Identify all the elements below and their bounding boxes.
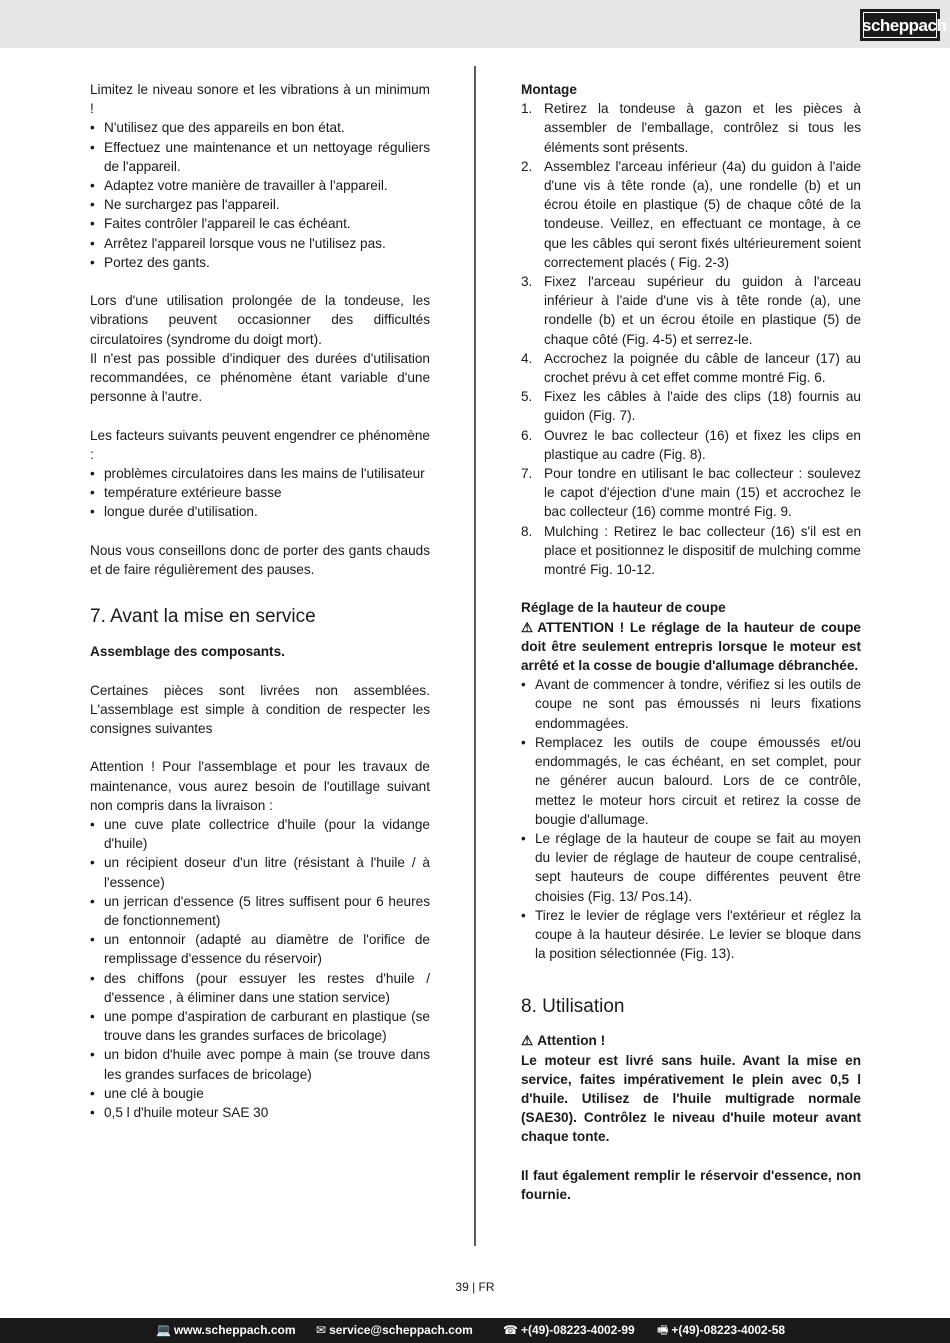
footer-band <box>0 1318 950 1343</box>
list-item: • problèmes circulatoires dans les mains de l'utilisateur <box>90 464 430 483</box>
list-item: • une clé à bougie <box>90 1084 430 1103</box>
footer-phone: ☎ +(49)-08223-4002-99 <box>503 1323 635 1337</box>
intro-list <box>90 118 430 272</box>
list-item: 3. Fixez l'arceau supérieur du guidon à l'arceau inférieur à l'aide d'une vis à tête ronde (a), une rondelle (b) et un écrou étoile en plastique (5) de chaque côté (Fig. 4-5) et serrez-le. <box>521 274 861 347</box>
factors-intro: Les facteurs suivants peuvent engendrer ce phénomène : <box>90 427 430 462</box>
list-item: • Adaptez votre manière de travailler à l'appareil. <box>90 176 430 195</box>
fuel-instructions: Il faut également remplir le réservoir d'essence, non fournie. <box>521 1167 861 1202</box>
list-item: • Arrêtez l'appareil lorsque vous ne l'utilisez pas. <box>90 234 430 253</box>
cut-height-heading: Réglage de la hauteur de coupe <box>521 600 726 616</box>
warning-icon: ⚠ <box>521 1033 534 1049</box>
list-item: • Portez des gants. <box>90 253 430 272</box>
advice-paragraph: Nous vous conseillons donc de porter des gants chauds et de faire régulièrement des pauses. <box>90 542 430 578</box>
footer-website[interactable]: 💻 www.scheppach.com <box>156 1323 296 1337</box>
oil-instructions: Le moteur est livré sans huile. Avant la mise en service, faites impérativement le plein avec 0,5 l d'huile. Utilisez de l'huile multigrade normale (SAE30). Contrôlez le niveau d'huile moteur avant chaque tonte. <box>521 1052 861 1145</box>
page-number: 39 | FR <box>455 1280 495 1294</box>
list-item: • Le réglage de la hauteur de coupe se fait au moyen du levier de réglage de hauteur de coupe centralisé, sept hauteurs de coupe différentes peuvent être choisies (Fig. 13/ Pos.14). <box>521 829 861 906</box>
footer-email[interactable]: ✉ service@scheppach.com <box>316 1323 473 1337</box>
fax-icon: 🖷 <box>657 1323 669 1337</box>
left-column <box>90 80 430 1122</box>
warning-icon: ⚠ <box>521 619 534 635</box>
list-item: • un bidon d'huile avec pompe à main (se trouve dans les grandes surfaces de bricolage) <box>90 1045 430 1083</box>
assembly-paragraph: Certaines pièces sont livrées non assemblées. L'assemblage est simple à condition de respecter les consignes suivantes <box>90 682 430 737</box>
cut-height-warning: ⚠ ATTENTION ! Le réglage de la hauteur de coupe doit être seulement entrepris lorsque le moteur est arrêté et la cosse de bougie d'allumage débranchée. <box>521 619 861 674</box>
brand-logo: scheppach <box>860 9 940 41</box>
list-item: • un entonnoir (adapté au diamètre de l'orifice de remplissage d'essence du réservoir) <box>90 930 430 968</box>
attention-heading: ⚠ Attention ! <box>521 1031 861 1050</box>
list-item: • Faites contrôler l'appareil le cas échéant. <box>90 214 430 233</box>
list-item: • une pompe d'aspiration de carburant en plastique (se trouve dans les grandes surfaces de bricolage) <box>90 1007 430 1045</box>
list-item: 1. Retirez la tondeuse à gazon et les pièces à assembler de l'emballage, contrôlez si tous les éléments sont présents. <box>521 101 861 155</box>
section-8-heading: 8. Utilisation <box>521 996 625 1018</box>
computer-icon: 💻 <box>156 1323 171 1337</box>
section-7-heading: 7. Avant la mise en service <box>90 606 316 628</box>
list-item: 4. Accrochez la poignée du câble de lanceur (17) au crochet prévu à cet effet comme montré Fig. 6. <box>521 350 861 386</box>
list-item: • un jerrican d'essence (5 litres suffisent pour 6 heures de fonctionnement) <box>90 892 430 930</box>
tools-list <box>90 815 430 1122</box>
right-column <box>521 80 861 1204</box>
header-band <box>0 0 950 48</box>
footer-fax: 🖷 +(49)-08223-4002-58 <box>657 1323 786 1337</box>
assembly-heading: Assemblage des composants. <box>90 644 285 660</box>
phone-icon: ☎ <box>503 1323 518 1337</box>
intro-text: Limitez le niveau sonore et les vibrations à un minimum ! <box>90 82 430 117</box>
list-item: • un récipient doseur d'un litre (résistant à l'huile / à l'essence) <box>90 853 430 891</box>
list-item: 8. Mulching : Retirez le bac collecteur (16) s'il est en place et positionnez le dispositif de mulching comme montré Fig. 10-12. <box>521 523 861 578</box>
list-item: • une cuve plate collectrice d'huile (pour la vidange d'huile) <box>90 815 430 853</box>
list-item: • Ne surchargez pas l'appareil. <box>90 195 430 214</box>
list-item: • des chiffons (pour essuyer les restes d'huile / d'essence , à éliminer dans une station service) <box>90 969 430 1007</box>
vibration-paragraph: Lors d'une utilisation prolongée de la tondeuse, les vibrations peuvent occasionner des difficultés circulatoires (syndrome du doigt mort). <box>90 293 430 347</box>
column-divider <box>474 66 476 1246</box>
list-item: • Remplacez les outils de coupe émoussés et/ou endommagés, le cas échéant, en set complet, pour ne générer aucun balourd. Lors de ce contrôle, mettez le moteur hors circuit et retirez la cosse de bougie d'allumage. <box>521 733 861 829</box>
list-item: • N'utilisez que des appareils en bon état. <box>90 118 430 137</box>
factors-list <box>90 464 430 522</box>
list-item: • longue durée d'utilisation. <box>90 502 430 521</box>
list-item: 2. Assemblez l'arceau inférieur (4a) du guidon à l'aide d'une vis à tête ronde (a), une rondelle (b) et un écrou étoile en plastique (5) de chaque côté de la tondeuse. Veillez, en effectuant ce montage, à ce que les câbles qui seront fixés ultérieurement soient correctement placés ( Fig. 2-3) <box>521 158 861 270</box>
list-item: • Effectuez une maintenance et un nettoyage réguliers de l'appareil. <box>90 138 430 176</box>
duration-paragraph: Il n'est pas possible d'indiquer des durées d'utilisation recommandées, ce phénomène étant variable d'une personne à l'autre. <box>90 350 430 405</box>
tools-intro: Attention ! Pour l'assemblage et pour les travaux de maintenance, vous aurez besoin de l'outillage suivant non compris dans la livraison : <box>90 759 430 813</box>
montage-steps <box>521 99 861 579</box>
list-item: • Tirez le levier de réglage vers l'extérieur et réglez la coupe à la hauteur désirée. Le levier se bloque dans la position sélectionnée (Fig. 13). <box>521 906 861 964</box>
list-item: • température extérieure basse <box>90 483 430 502</box>
montage-heading: Montage <box>521 82 577 97</box>
mail-icon: ✉ <box>316 1323 327 1337</box>
list-item: 5. Fixez les câbles à l'aide des clips (18) fournis au guidon (Fig. 7). <box>521 389 861 424</box>
list-item: • Avant de commencer à tondre, vérifiez si les outils de coupe ne sont pas émoussés ni leurs fixations endommagées. <box>521 675 861 733</box>
cut-height-list <box>521 675 861 963</box>
list-item: • 0,5 l d'huile moteur SAE 30 <box>90 1103 430 1122</box>
list-item: 7. Pour tondre en utilisant le bac collecteur : soulevez le capot d'éjection d'une main (15) et accrochez le bac collecteur (16) comme montré Fig. 9. <box>521 466 861 520</box>
list-item: 6. Ouvrez le bac collecteur (16) et fixez les clips en plastique au cadre (Fig. 8). <box>521 427 861 462</box>
